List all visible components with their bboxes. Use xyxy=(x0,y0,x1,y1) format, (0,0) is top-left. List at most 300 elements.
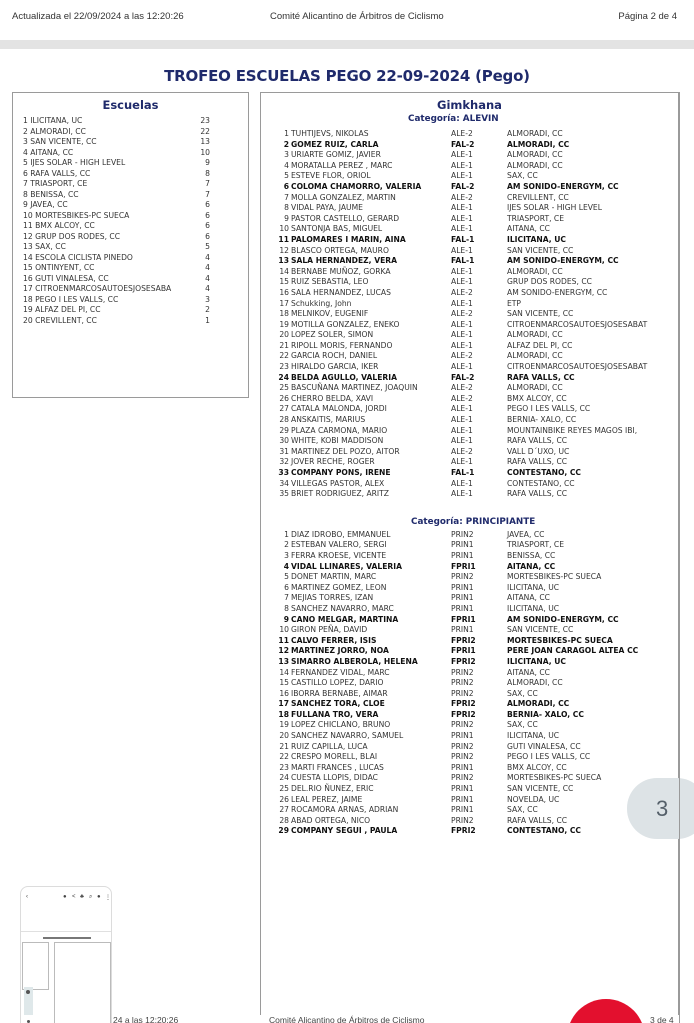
page-separator xyxy=(0,40,694,49)
rider-row xyxy=(261,299,678,310)
rider-club: CREVILLENT, CC xyxy=(507,192,569,202)
rider-position: 22 xyxy=(279,752,289,762)
rider-category: ALE-1 xyxy=(451,436,473,446)
rider-row xyxy=(261,699,678,710)
theme-icon: ● xyxy=(97,894,101,900)
rider-category: FPRI2 xyxy=(451,709,476,719)
rider-name: PLAZA CARMONA, MARIO xyxy=(291,425,388,435)
rider-club: BERNIA- XALO, CC xyxy=(507,709,584,719)
rider-name: ROCAMORA ARNAS, ADRIAN xyxy=(291,805,399,815)
rider-category: ALE-1 xyxy=(451,213,473,223)
rider-name: DONET MARTIN, MARC xyxy=(291,572,377,582)
rider-row xyxy=(261,309,678,320)
rider-position: 15 xyxy=(279,277,289,287)
more-icon: ⋮ xyxy=(105,895,111,901)
rider-name: CRESPO MORELL, BLAI xyxy=(291,752,378,762)
rider-name: PASTOR CASTELLO, GERARD xyxy=(291,213,400,223)
rider-category: PRIN1 xyxy=(451,603,474,613)
rider-category: FAL-2 xyxy=(451,181,475,191)
rider-position: 3 xyxy=(284,150,289,160)
rider-club: GRUP DOS RODES, CC xyxy=(507,277,592,287)
rider-club: MOUNTAINBIKE REYES MAGOS IBI, xyxy=(507,425,638,435)
rider-category: FAL-1 xyxy=(451,256,475,266)
rider-club: JAVEA, CC xyxy=(507,529,545,539)
escuela-name: 20 CREVILLENT, CC xyxy=(23,315,97,325)
rider-position: 10 xyxy=(279,224,289,234)
rider-position: 29 xyxy=(278,826,289,836)
escuela-name: 9 JAVEA, CC xyxy=(23,200,68,209)
rider-name: PALOMARES I MARIN, AINA xyxy=(291,234,406,244)
rider-category: ALE-1 xyxy=(451,277,473,287)
rider-name: LEAL PEREZ, JAIME xyxy=(291,794,363,804)
rider-row xyxy=(261,140,678,151)
rider-name: JOVER RECHE, ROGER xyxy=(291,457,375,467)
rider-category: PRIN2 xyxy=(451,815,474,825)
rider-row xyxy=(261,795,678,806)
rider-position: 22 xyxy=(279,351,289,361)
escuela-row xyxy=(13,295,248,306)
rider-category: FPRI2 xyxy=(451,635,476,645)
rider-club: PEGO I LES VALLS, CC xyxy=(507,404,591,414)
rider-position: 24 xyxy=(279,773,289,783)
rider-position: 28 xyxy=(279,415,289,425)
rider-club: ILICITANA, UC xyxy=(507,603,560,613)
rider-position: 2 xyxy=(283,139,289,149)
rider-club: SAX, CC xyxy=(507,688,538,698)
rider-name: GIRON PEÑA, DAVID xyxy=(291,625,368,635)
rider-category: PRIN1 xyxy=(451,625,474,635)
rider-club: AITANA, CC xyxy=(507,224,550,234)
rider-name: ANSKAITIS, MARIUS xyxy=(291,415,366,425)
rider-club: ALMORADI, CC xyxy=(507,678,563,688)
rider-row xyxy=(261,161,678,172)
rider-club: CITROENMARCOSAUTOESJOSESABAT xyxy=(507,362,648,372)
rider-position: 25 xyxy=(279,784,289,794)
category-title-alevin: Categoría: ALEVIN xyxy=(408,114,499,124)
rider-name: CATALA MALONDA, JORDI xyxy=(291,404,387,414)
rider-row xyxy=(261,362,678,373)
escuela-name: 1 ILICITANA, UC xyxy=(23,116,83,125)
rider-position: 2 xyxy=(284,540,289,550)
rider-category: FAL-1 xyxy=(451,468,475,477)
rider-club: MORTESBIKES-PC SUECA xyxy=(507,773,602,783)
rider-category: ALE-1 xyxy=(451,457,473,467)
rider-position: 3 xyxy=(284,550,289,560)
escuela-row xyxy=(13,232,248,243)
rider-position: 5 xyxy=(284,171,289,181)
rider-name: MARTINEZ DEL POZO, AITOR xyxy=(291,446,400,456)
rider-name: IBORRA BERNABE, AIMAR xyxy=(291,688,388,698)
rider-row xyxy=(261,351,678,362)
rider-club: ALMORADI, CC xyxy=(507,266,563,276)
escuela-points: 6 xyxy=(205,231,210,241)
rider-category: PRIN2 xyxy=(451,529,474,539)
rider-name: RUIZ CAPILLA, LUCA xyxy=(291,741,368,751)
rider-category: ALE-1 xyxy=(451,298,473,308)
rider-name: WHITE, KOBI MADDISON xyxy=(291,436,384,446)
organization-name: Comité Alicantino de Árbitros de Ciclismo xyxy=(270,11,444,22)
rider-name: TUHTIJEVS, NIKOLAS xyxy=(291,129,369,138)
escuela-points: 6 xyxy=(205,221,210,230)
rider-club: PEGO I LES VALLS, CC xyxy=(507,752,591,762)
escuela-name: 4 AITANA, CC xyxy=(23,147,74,157)
rider-row xyxy=(261,330,678,341)
rider-category: PRIN2 xyxy=(451,678,474,688)
escuelas-ranking-box xyxy=(12,92,249,398)
rider-club: BENISSA, CC xyxy=(507,550,556,560)
rider-row xyxy=(261,593,678,604)
rider-category: ALE-1 xyxy=(451,150,473,160)
rider-position: 24 xyxy=(278,372,289,382)
rider-club: ILICITANA, UC xyxy=(507,656,566,666)
rider-club: BMX ALCOY, CC xyxy=(507,762,567,772)
thumbnail-left-column xyxy=(22,942,49,990)
escuela-row xyxy=(13,253,248,264)
escuela-name: 19 ALFAZ DEL PI, CC xyxy=(23,305,101,314)
rider-club: SAN VICENTE, CC xyxy=(507,245,574,255)
rider-row xyxy=(261,320,678,331)
escuela-points: 9 xyxy=(205,158,210,167)
rider-row xyxy=(261,752,678,763)
rider-category: ALE-1 xyxy=(451,203,473,213)
rider-name: FERRA KROESE, VICENTE xyxy=(291,550,387,560)
rider-row xyxy=(261,636,678,647)
rider-row xyxy=(261,784,678,795)
rider-name: MELNIKOV, EUGENIF xyxy=(291,309,369,319)
rider-category: FPRI2 xyxy=(451,826,476,836)
rider-row xyxy=(261,267,678,278)
escuela-row xyxy=(13,211,248,222)
escuela-name: 15 ONTINYENT, CC xyxy=(23,263,95,272)
rider-position: 12 xyxy=(279,245,289,255)
rider-club: ETP xyxy=(507,298,522,308)
rider-name: CALVO FERRER, ISIS xyxy=(291,635,377,645)
rider-category: ALE-1 xyxy=(451,362,473,372)
rider-category: PRIN1 xyxy=(451,762,474,772)
escuela-points: 5 xyxy=(205,242,210,251)
screenshot-thumbnail[interactable] xyxy=(20,886,112,1023)
rider-name: COMPANY PONS, IRENE xyxy=(291,468,391,477)
escuela-name: 16 GUTI VINALESA, CC xyxy=(23,273,109,283)
rider-club: ILICITANA, UC xyxy=(507,234,566,244)
principiante-results-list xyxy=(261,530,678,837)
rider-row xyxy=(261,479,678,490)
rider-category: PRIN1 xyxy=(451,582,474,592)
rider-category: FPRI2 xyxy=(451,656,476,666)
rider-row xyxy=(261,235,678,246)
rider-row xyxy=(261,447,678,458)
rider-club: ILICITANA, UC xyxy=(507,731,560,741)
rider-position: 13 xyxy=(278,256,289,266)
drive-icon: ● xyxy=(63,894,67,900)
rider-category: ALE-2 xyxy=(451,383,473,393)
rider-position: 26 xyxy=(279,393,289,403)
rider-category: ALE-1 xyxy=(451,171,473,181)
rider-category: ALE-1 xyxy=(451,478,473,488)
rider-category: PRIN2 xyxy=(451,667,474,677)
rider-category: PRIN1 xyxy=(451,794,474,804)
rider-row xyxy=(261,668,678,679)
rider-row xyxy=(261,710,678,721)
page-right-border xyxy=(679,92,680,1023)
rider-club: CONTESTANO, CC xyxy=(507,468,582,477)
rider-category: ALE-2 xyxy=(451,393,473,403)
rider-category: PRIN1 xyxy=(451,805,474,815)
rider-position: 30 xyxy=(279,436,289,446)
rider-name: SANCHEZ NAVARRO, MARC xyxy=(291,603,394,613)
rider-row xyxy=(261,657,678,668)
rider-category: PRIN1 xyxy=(451,550,474,560)
rider-row xyxy=(261,394,678,405)
rider-position: 11 xyxy=(278,635,289,645)
escuela-row xyxy=(13,148,248,159)
rider-position: 8 xyxy=(284,603,289,613)
escuela-name: 2 ALMORADI, CC xyxy=(23,126,86,136)
rider-club: RAFA VALLS, CC xyxy=(507,815,568,825)
rider-name: BASCUÑANA MARTINEZ, JOAQUIN xyxy=(291,383,418,393)
rider-category: ALE-1 xyxy=(451,266,473,276)
escuela-row xyxy=(13,137,248,148)
rider-row xyxy=(261,763,678,774)
escuela-points: 4 xyxy=(205,263,210,272)
rider-position: 32 xyxy=(279,457,289,467)
rider-position: 25 xyxy=(279,383,289,393)
share-icon: < xyxy=(72,894,76,900)
thumbnail-right-column xyxy=(54,942,111,1023)
rider-row xyxy=(261,731,678,742)
rider-row xyxy=(261,489,678,500)
escuela-row xyxy=(13,274,248,285)
escuela-row xyxy=(13,116,248,127)
escuela-row xyxy=(13,190,248,201)
rider-club: AM SONIDO-ENERGYM, CC xyxy=(507,256,619,266)
rider-club: PERE JOAN CARAGOL ALTEA CC xyxy=(507,646,639,656)
rider-row xyxy=(261,150,678,161)
rider-name: MARTI FRANCES , LUCAS xyxy=(291,762,384,772)
rider-category: ALE-2 xyxy=(451,192,473,202)
rider-category: ALE-1 xyxy=(451,340,473,350)
rider-club: CONTESTANO, CC xyxy=(507,478,575,488)
rider-club: BMX ALCOY, CC xyxy=(507,393,567,403)
rider-name: GOMEZ RUIZ, CARLA xyxy=(291,139,379,149)
next-page-number-partial: 3 de 4 xyxy=(650,1015,674,1023)
rider-position: 4 xyxy=(284,160,289,170)
escuela-points: 23 xyxy=(200,116,210,125)
rider-row xyxy=(261,530,678,541)
rider-name: ESTEVE FLOR, ORIOL xyxy=(291,171,371,181)
escuela-name: 5 IJES SOLAR - HIGH LEVEL xyxy=(23,158,126,167)
rider-name: BERNABE MUÑOZ, GORKA xyxy=(291,266,391,276)
rider-position: 31 xyxy=(279,446,289,456)
rider-name: SIMARRO ALBEROLA, HELENA xyxy=(291,656,418,666)
rider-name: RUIZ SEBASTIA, LEO xyxy=(291,277,369,287)
rider-row xyxy=(261,193,678,204)
rider-name: VILLEGAS PASTOR, ALEX xyxy=(291,478,385,488)
rider-category: ALE-2 xyxy=(451,287,473,297)
rider-position: 14 xyxy=(279,266,289,276)
rider-club: SAN VICENTE, CC xyxy=(507,625,574,635)
rider-position: 29 xyxy=(279,425,289,435)
rider-position: 23 xyxy=(279,762,289,772)
rider-name: CHERRO BELDA, XAVI xyxy=(291,393,374,403)
escuela-name: 17 CITROENMARCOSAUTOESJOSESABA xyxy=(23,284,172,293)
rider-club: ILICITANA, UC xyxy=(507,582,560,592)
rider-position: 27 xyxy=(279,404,289,414)
rider-name: MOTILLA GONZALEZ, ENEKO xyxy=(291,319,400,329)
rider-position: 20 xyxy=(279,330,289,340)
rider-row xyxy=(261,625,678,636)
escuela-points: 2 xyxy=(205,305,210,314)
rider-category: PRIN1 xyxy=(451,593,474,603)
escuela-points: 10 xyxy=(200,147,210,157)
rider-name: HIRALDO GARCIA, IKER xyxy=(291,362,379,372)
rider-club: RAFA VALLS, CC xyxy=(507,372,575,382)
rider-club: AITANA, CC xyxy=(507,667,550,677)
rider-position: 16 xyxy=(279,287,289,297)
rider-row xyxy=(261,277,678,288)
rider-row xyxy=(261,572,678,583)
rider-club: SAN VICENTE, CC xyxy=(507,309,574,319)
rider-club: ALMORADI, CC xyxy=(507,383,563,393)
rider-row xyxy=(261,203,678,214)
escuela-row xyxy=(13,200,248,211)
rider-position: 4 xyxy=(283,561,289,571)
document-title: TROFEO ESCUELAS PEGO 22-09-2024 (Pego) xyxy=(164,67,530,85)
rider-name: CUESTA LLOPIS, DIDAC xyxy=(291,773,378,783)
category-title-principiante: Categoría: PRINCIPIANTE xyxy=(411,516,536,527)
rider-category: PRIN1 xyxy=(451,731,474,741)
rider-position: 16 xyxy=(279,688,289,698)
rider-club: SAX, CC xyxy=(507,805,538,815)
rider-club: ALMORADI, CC xyxy=(507,330,563,340)
rider-club: ALMORADI, CC xyxy=(507,139,570,149)
rider-position: 12 xyxy=(278,646,289,656)
rider-category: ALE-1 xyxy=(451,489,473,499)
escuela-name: 13 SAX, CC xyxy=(23,242,66,251)
rider-name: LOPEZ SOLER, SIMON xyxy=(291,330,374,340)
rider-position: 23 xyxy=(279,362,289,372)
rider-category: FAL-2 xyxy=(451,372,475,382)
rider-category: FPRI1 xyxy=(451,614,476,624)
rider-row xyxy=(261,214,678,225)
rider-category: ALE-1 xyxy=(451,415,473,425)
rider-row xyxy=(261,646,678,657)
rider-name: SALA HERNANDEZ, LUCAS xyxy=(291,287,391,297)
rider-club: AM SONIDO-ENERGYM, CC xyxy=(507,181,619,191)
rider-row xyxy=(261,689,678,700)
rider-row xyxy=(261,816,678,827)
rider-category: ALE-1 xyxy=(451,319,473,329)
rider-name: MORATALLA PEREZ , MARC xyxy=(291,160,393,170)
rider-name: URIARTE GOMIZ, JAVIER xyxy=(291,150,381,160)
rider-category: ALE-2 xyxy=(451,129,473,138)
rider-name: FERNANDEZ VIDAL, MARC xyxy=(291,667,390,677)
rider-club: AITANA, CC xyxy=(507,593,550,603)
escuela-points: 7 xyxy=(205,179,210,188)
rider-row xyxy=(261,457,678,468)
rider-position: 5 xyxy=(284,572,289,582)
rider-club: ALMORADI, CC xyxy=(507,699,570,709)
rider-category: ALE-1 xyxy=(451,160,473,170)
rider-row xyxy=(261,805,678,816)
rider-category: PRIN2 xyxy=(451,773,474,783)
next-page-updated-partial-right: 24 a las 12:20:26 xyxy=(113,1015,179,1023)
page-indicator-badge: 3 xyxy=(627,778,694,839)
rider-position: 10 xyxy=(279,625,289,635)
rider-row xyxy=(261,540,678,551)
escuela-row xyxy=(13,284,248,295)
rider-position: 6 xyxy=(284,582,289,592)
rider-category: PRIN2 xyxy=(451,752,474,762)
rider-position: 8 xyxy=(284,203,289,213)
rider-position: 19 xyxy=(279,319,289,329)
rider-category: FPRI2 xyxy=(451,699,476,709)
escuela-name: 8 BENISSA, CC xyxy=(23,189,79,199)
rider-category: ALE-1 xyxy=(451,330,473,340)
rider-club: AM SONIDO-ENERGYM, CC xyxy=(507,614,619,624)
rider-club: CONTESTANO, CC xyxy=(507,826,582,836)
rider-name: LOPEZ CHICLANO, BRUNO xyxy=(291,720,391,730)
rider-category: PRIN2 xyxy=(451,720,474,730)
rider-club: VALL D´UXO, UC xyxy=(507,446,570,456)
escuela-points: 6 xyxy=(205,200,210,209)
rider-club: BERNIA- XALO, CC xyxy=(507,415,577,425)
rider-row xyxy=(261,562,678,573)
escuela-name: 18 PEGO I LES VALLS, CC xyxy=(23,294,119,304)
updated-timestamp: Actualizada el 22/09/2024 a las 12:20:26 xyxy=(12,11,184,22)
rider-name: SANTONJA BAS, MIGUEL xyxy=(291,224,383,234)
escuela-row xyxy=(13,179,248,190)
rider-name: CASTILLO LOPEZ, DARIO xyxy=(291,678,384,688)
rider-position: 11 xyxy=(278,234,289,244)
rider-name: MOLLA GONZALEZ, MARTIN xyxy=(291,192,396,202)
rider-club: AM SONIDO-ENERGYM, CC xyxy=(507,287,608,297)
rider-name: VIDAL LLINARES, VALERIA xyxy=(291,561,402,571)
rider-position: 17 xyxy=(279,298,289,308)
escuela-row xyxy=(13,316,248,327)
back-icon: ‹ xyxy=(26,894,28,900)
rider-row xyxy=(261,720,678,731)
escuela-row xyxy=(13,242,248,253)
escuela-points: 8 xyxy=(205,168,210,178)
rider-club: SAN VICENTE, CC xyxy=(507,784,574,794)
rider-position: 34 xyxy=(279,478,289,488)
escuelas-title: Escuelas xyxy=(102,98,159,112)
rider-category: PRIN2 xyxy=(451,572,474,582)
rider-row xyxy=(261,224,678,235)
rider-category: ALE-1 xyxy=(451,245,473,255)
rider-row xyxy=(261,182,678,193)
rider-category: PRIN2 xyxy=(451,688,474,698)
rider-row xyxy=(261,404,678,415)
gimkhana-results-box xyxy=(260,92,679,1015)
rider-position: 18 xyxy=(278,709,289,719)
rider-position: 21 xyxy=(279,741,289,751)
rider-name: ABAD ORTEGA, NICO xyxy=(291,815,371,825)
rider-name: VIDAL PAYA, JAUME xyxy=(291,203,363,213)
escuela-points: 7 xyxy=(205,189,210,199)
rider-name: MEJIAS TORRES, IZAN xyxy=(291,593,374,603)
rider-row xyxy=(261,373,678,384)
rider-club: AITANA, CC xyxy=(507,561,556,571)
thumbnail-title-line xyxy=(43,937,91,939)
rider-club: RAFA VALLS, CC xyxy=(507,489,568,499)
gimkhana-title: Gimkhana xyxy=(437,98,502,112)
rider-row xyxy=(261,551,678,562)
rider-name: Schukking, John xyxy=(291,298,352,308)
rider-row xyxy=(261,256,678,267)
rider-name: BRIET RODRIGUEZ, ARITZ xyxy=(291,489,390,499)
